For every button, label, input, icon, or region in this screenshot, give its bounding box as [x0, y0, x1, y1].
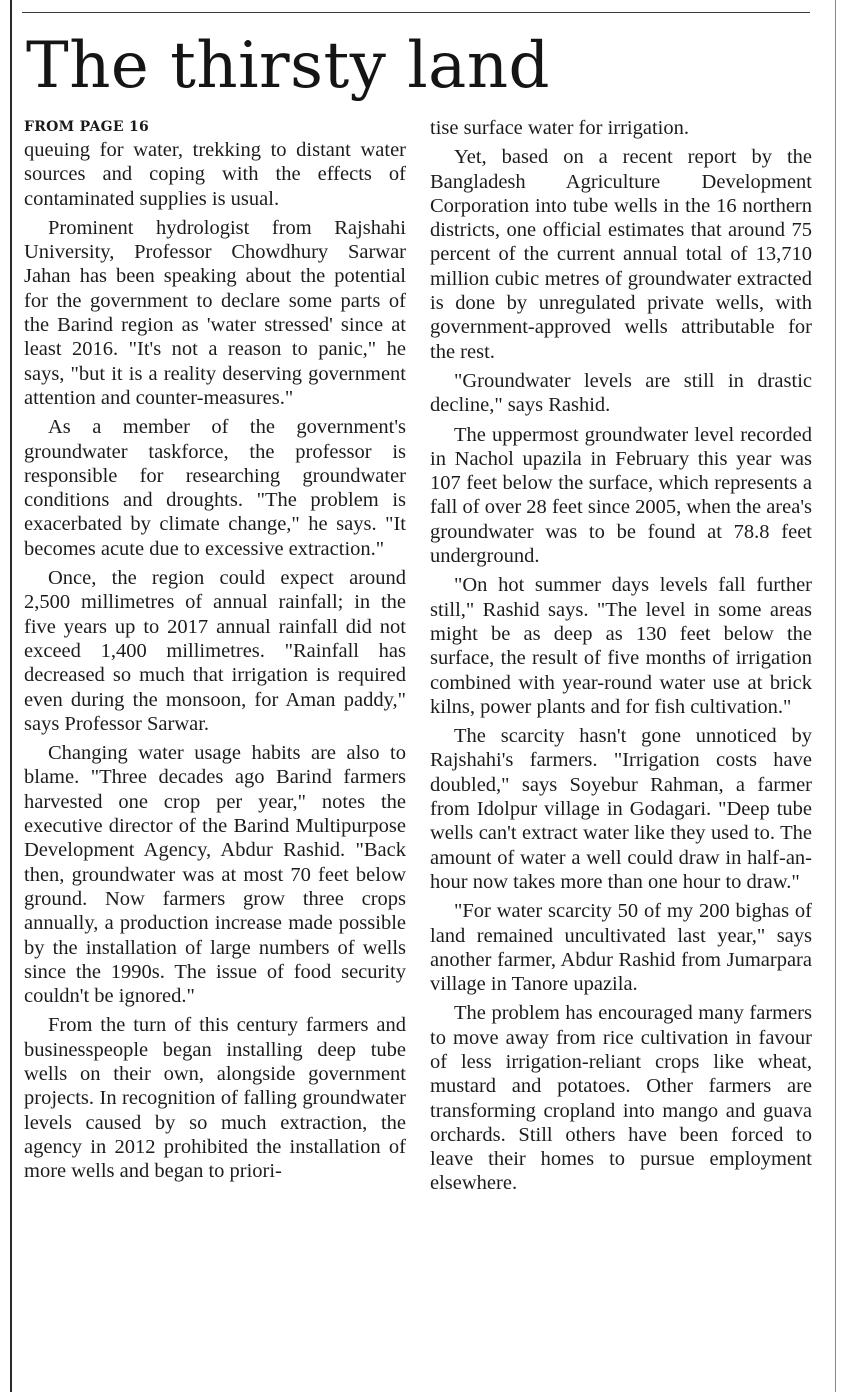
continuation-kicker: FROM PAGE 16 — [24, 119, 150, 135]
paragraph: As a member of the government's groundwater taskforce, the professor is responsible for researching groundwater conditions and droughts. "The problem is exacerbated by climate change," he says. "It becomes acute due to excessive extraction." — [24, 416, 406, 560]
paragraph: Once, the region could expect around 2,500 millimetres of annual rainfall; in the five years up to 2017 annual rainfall did not exceed 1,400 millimetres. "Rainfall has decreased so much that irrigation is required even during the monsoon, for Aman paddy," says Professor Sarwar. — [24, 567, 406, 735]
column-2 — [430, 116, 812, 1386]
paragraph: From the turn of this century farmers and businesspeople began installing deep tube wells on their own, alongside government projects. In recognition of falling groundwater levels caused by so much extraction, the agency in 2012 prohibited the installation of more wells and began to priori- — [24, 1014, 406, 1183]
column-1 — [24, 116, 406, 1386]
page-edge-rule — [10, 0, 12, 1392]
top-rule — [22, 12, 810, 13]
paragraph: The uppermost groundwater level recorded in Nachol upazila in February this year was 107 feet below the surface, which represents a fall of over 28 feet since 2005, when the area's groundwater was to be found at 78.8 feet underground. — [430, 423, 812, 568]
paragraph: queuing for water, trekking to distant water sources and coping with the effects of contaminated supplies is usual. — [24, 139, 406, 210]
paragraph: The scarcity hasn't gone unnoticed by Rajshahi's farmers. "Irrigation costs have doubled," says Soyebur Rahman, a farmer from Idolpur village in Godagari. "Deep tube wells can't extract water like they used to. The amount of water a well could draw in half-an-hour now takes more than one hour to draw." — [430, 725, 812, 893]
paragraph: tise surface water for irrigation. — [430, 117, 689, 139]
paragraph: Prominent hydrologist from Rajshahi University, Professor Chowdhury Sarwar Jahan has been speaking about the potential for the government to declare some parts of the Barind region as 'water stressed' since at least 2016. "It's not a reason to panic," he says, "but it is a reality deserving government attention and counter-measures." — [24, 216, 406, 409]
paragraph: "Groundwater levels are still in drastic decline," says Rashid. — [430, 369, 812, 417]
paragraph: "On hot summer days levels fall further still," Rashid says. "The level in some areas might be as deep as 130 feet below the surface, the result of five months of irrigation combined with year-round water use at brick kilns, power plants and for fish cultivation." — [430, 574, 812, 718]
paragraph: Changing water usage habits are also to blame. "Three decades ago Barind farmers harvested one crop per year," notes the executive director of the Barind Multipurpose Development Agency, Abdur Rashid. "Back then, groundwater was at most 70 feet below ground. Now farmers grow three crops annually, a production increase made possible by the installation of large numbers of wells since the 1990s. The issue of food security couldn't be ignored." — [24, 742, 406, 1008]
paragraph: The problem has encouraged many farmers to move away from rice cultivation in favour of less irrigation-reliant crops like wheat, mustard and potatoes. Other farmers are transforming cropland into mango and guava orchards. Still others have been forced to leave their homes to pursue employment elsewhere. — [430, 1002, 812, 1195]
column-edge-rule — [835, 0, 836, 1392]
paragraph: Yet, based on a recent report by the Bangladesh Agriculture Development Corporation into tube wells in the 16 northern districts, one official estimates that around 75 percent of the current annual total of 13,710 million cubic metres of groundwater extracted is done by unregulated private wells, with government-approved wells attributable for the rest. — [430, 146, 812, 363]
paragraph: "For water scarcity 50 of my 200 bighas of land remained uncultivated last year," says another farmer, Abdur Rashid from Jumarpara village in Tanore upazila. — [430, 900, 812, 996]
headline: The thirsty land — [26, 29, 550, 103]
